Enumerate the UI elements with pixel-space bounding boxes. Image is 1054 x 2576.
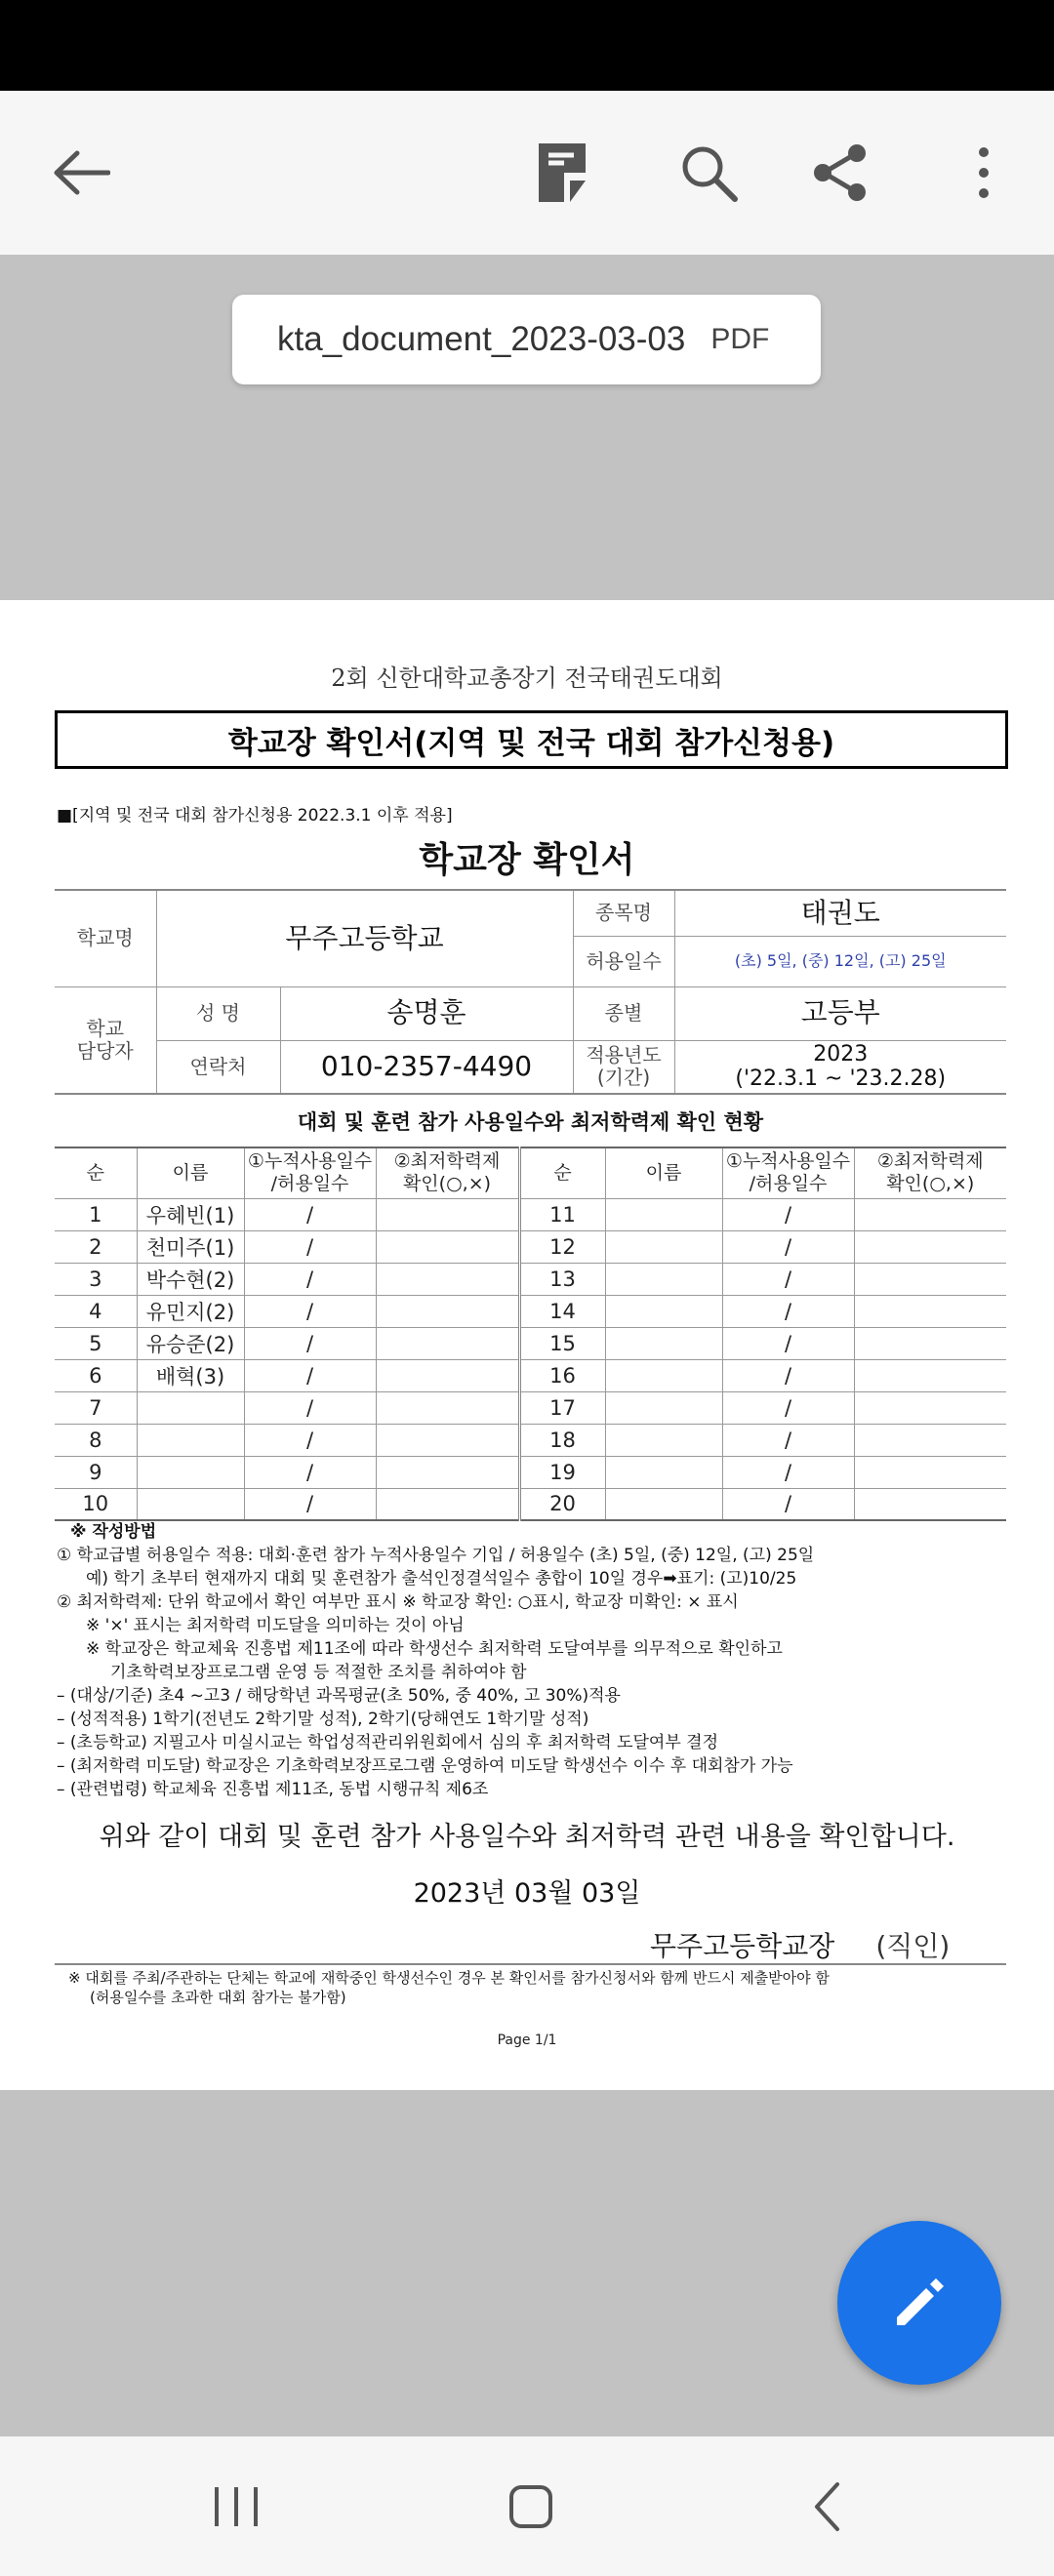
- table-row: [55, 1263, 1006, 1295]
- allowed-days-value: (초) 5일, (중) 12일, (고) 25일: [674, 936, 1006, 986]
- cell-days: /: [244, 1263, 376, 1295]
- instruction-line: – (최저학력 미도달) 학교장은 기초학력보장프로그램 운영하여 미도달 학생선수 이수 후 대회참가 가능: [57, 1756, 793, 1776]
- instruction-line: ① 학교급별 허용일수 적용: 대회·훈련 참가 누적사용일수 기입 / 허용일수 (초) 5일, (중) 12일, (고) 25일: [57, 1546, 815, 1565]
- search-icon[interactable]: [660, 124, 757, 221]
- pencil-edit-icon: [887, 2271, 952, 2335]
- cell-check: [376, 1359, 519, 1391]
- col-days-left: ①누적사용일수 /허용일수: [244, 1147, 376, 1198]
- col-check-right: ②최저학력제 확인(○,×): [854, 1147, 1006, 1198]
- cell-check: [854, 1391, 1006, 1424]
- cell-no: 18: [519, 1424, 605, 1456]
- cell-days: /: [722, 1327, 854, 1359]
- col-no-right: 순: [519, 1147, 605, 1198]
- cell-no: 6: [55, 1359, 137, 1391]
- cell-name: 배혁(3): [137, 1359, 244, 1391]
- participation-table: [55, 1147, 1006, 1521]
- file-type: PDF: [710, 323, 770, 355]
- col-days-right: ①누적사용일수 /허용일수: [722, 1147, 854, 1198]
- cell-name: 유민지(2): [137, 1295, 244, 1327]
- cell-name: [137, 1488, 244, 1520]
- col-check-left: ②최저학력제 확인(○,×): [376, 1147, 519, 1198]
- cell-check: [854, 1488, 1006, 1520]
- instruction-line: 예) 학기 초부터 현재까지 대회 및 훈련참가 출석인정결석일수 총합이 10일 경우➡표기: (고)10/25: [86, 1569, 797, 1589]
- cell-name: 유승준(2): [137, 1327, 244, 1359]
- applicable-year-value: 2023: [813, 1041, 869, 1067]
- file-name: kta_document_2023-03-03: [277, 320, 686, 358]
- instructions: [57, 1520, 1013, 1801]
- manager-name-label: 성 명: [156, 986, 280, 1040]
- cell-check: [854, 1456, 1006, 1488]
- official-seal-mark: (직인): [875, 1930, 951, 1962]
- cell-name: [605, 1391, 722, 1424]
- cell-name: [605, 1230, 722, 1263]
- cell-days: /: [722, 1488, 854, 1520]
- contact-value: 010-2357-4490: [280, 1040, 573, 1094]
- instruction-line: – (성적적용) 1학기(전년도 2학기말 성적), 2학기(당해연도 1학기말 성적): [57, 1710, 589, 1729]
- sport-value: 태권도: [674, 890, 1006, 936]
- event-title: 2회 신한대학교총장기 전국태권도대회: [331, 664, 723, 692]
- footnote-line-1: ※ 대회를 주최/주관하는 단체는 학교에 재학중인 학생선수인 경우 본 확인서를 참가신청서와 함께 반드시 제출받아야 함: [68, 1969, 830, 1987]
- table-row: [55, 1391, 1006, 1424]
- table-row: [55, 1488, 1006, 1520]
- cell-no: 9: [55, 1456, 137, 1488]
- cell-no: 17: [519, 1391, 605, 1424]
- allowed-days-label: 허용일수: [573, 936, 674, 986]
- cell-name: [605, 1198, 722, 1230]
- more-vertical-icon[interactable]: [935, 124, 1033, 221]
- cell-name: [605, 1424, 722, 1456]
- instruction-line: ※ 학교장은 학교체육 진흥법 제11조에 따라 학생선수 최저학력 도달여부를 의무적으로 확인하고: [86, 1639, 783, 1659]
- category-label: 종별: [573, 986, 674, 1040]
- cell-check: [376, 1198, 519, 1230]
- principal-signature: [650, 1925, 950, 1964]
- form-title-box: 학교장 확인서(지역 및 전국 대회 참가신청용): [55, 710, 1008, 769]
- cell-no: 1: [55, 1198, 137, 1230]
- cell-days: /: [244, 1488, 376, 1520]
- cell-name: 박수현(2): [137, 1263, 244, 1295]
- cell-check: [376, 1488, 519, 1520]
- table-row: [55, 1456, 1006, 1488]
- cell-days: /: [722, 1424, 854, 1456]
- cell-no: 3: [55, 1263, 137, 1295]
- cell-no: 10: [55, 1488, 137, 1520]
- instruction-line: – (초등학교) 지필고사 미실시교는 학업성적관리위원회에서 심의 후 최저학력 도달여부 결정: [57, 1733, 719, 1752]
- cell-name: [137, 1391, 244, 1424]
- back-arrow-icon[interactable]: [32, 124, 130, 221]
- nav-back-icon[interactable]: [753, 2436, 900, 2576]
- cell-no: 11: [519, 1198, 605, 1230]
- table-row: [55, 1230, 1006, 1263]
- cell-days: /: [722, 1198, 854, 1230]
- cell-check: [854, 1230, 1006, 1263]
- cell-check: [376, 1263, 519, 1295]
- table-row: [55, 1327, 1006, 1359]
- cell-name: [605, 1359, 722, 1391]
- cell-no: 7: [55, 1391, 137, 1424]
- sport-label: 종목명: [573, 890, 674, 936]
- instruction-line: 기초학력보장프로그램 운영 등 적절한 조치를 취하여야 함: [110, 1663, 527, 1682]
- cell-days: /: [722, 1263, 854, 1295]
- cell-name: [605, 1456, 722, 1488]
- applicable-year-cell: [674, 1040, 1006, 1094]
- cell-check: [854, 1198, 1006, 1230]
- cell-check: [376, 1391, 519, 1424]
- table-header-row: [55, 1147, 1006, 1198]
- applicable-year-period: ('22.3.1 ~ '23.2.28): [735, 1067, 947, 1092]
- cell-check: [376, 1230, 519, 1263]
- table-row: [55, 1359, 1006, 1391]
- footnote-line-2: (허용일수를 초과한 대회 참가는 불가함): [90, 1989, 346, 2006]
- category-value: 고등부: [674, 986, 1006, 1040]
- cell-no: 14: [519, 1295, 605, 1327]
- cell-days: /: [722, 1230, 854, 1263]
- cell-check: [854, 1295, 1006, 1327]
- home-icon[interactable]: [458, 2436, 604, 2576]
- table-row: [55, 1424, 1006, 1456]
- cell-no: 16: [519, 1359, 605, 1391]
- cell-days: /: [244, 1456, 376, 1488]
- cell-no: 8: [55, 1424, 137, 1456]
- cell-days: /: [244, 1230, 376, 1263]
- cell-name: 우혜빈(1): [137, 1198, 244, 1230]
- principal-name: 무주고등학교장: [650, 1930, 835, 1962]
- cell-name: [137, 1456, 244, 1488]
- cell-check: [376, 1424, 519, 1456]
- col-name-left: 이름: [137, 1147, 244, 1198]
- cell-check: [376, 1456, 519, 1488]
- status-bar: [0, 0, 1054, 91]
- document: [0, 600, 1054, 2090]
- instructions-title: ※ 작성방법: [70, 1522, 157, 1542]
- cell-check: [854, 1327, 1006, 1359]
- table-row: [55, 1295, 1006, 1327]
- instruction-line: ② 최저학력제: 단위 학교에서 확인 여부만 표시 ※ 학교장 확인: ○표시, 학교장 미확인: × 표시: [57, 1592, 739, 1612]
- cell-name: 천미주(1): [137, 1230, 244, 1263]
- col-name-right: 이름: [605, 1147, 722, 1198]
- cell-check: [854, 1424, 1006, 1456]
- cell-days: /: [244, 1391, 376, 1424]
- cell-no: 2: [55, 1230, 137, 1263]
- instruction-line: ※ '×' 표시는 최저학력 미도달을 의미하는 것이 아님: [86, 1616, 465, 1635]
- recent-apps-icon[interactable]: [163, 2436, 309, 2576]
- document-title: 학교장 확인서: [419, 840, 635, 880]
- cell-name: [605, 1295, 722, 1327]
- cell-days: /: [722, 1359, 854, 1391]
- cell-no: 20: [519, 1488, 605, 1520]
- cell-check: [376, 1327, 519, 1359]
- confirmation-statement: 위와 같이 대회 및 훈련 참가 사용일수와 최저학력 관련 내용을 확인합니다.: [99, 1822, 955, 1852]
- school-name-label: 학교명: [55, 890, 156, 986]
- cell-name: [605, 1488, 722, 1520]
- file-name-chip: [232, 295, 821, 384]
- col-no-left: 순: [55, 1147, 137, 1198]
- cell-no: 12: [519, 1230, 605, 1263]
- reading-mode-icon[interactable]: [513, 124, 611, 221]
- cell-days: /: [244, 1295, 376, 1327]
- edit-fab-button[interactable]: [837, 2221, 1001, 2385]
- system-navigation-bar: [0, 2436, 1054, 2576]
- section-title: 대회 및 훈련 참가 사용일수와 최저학력제 확인 현황: [297, 1110, 764, 1134]
- form-applicability-note: ■[지역 및 전국 대회 참가신청용 2022.3.1 이후 적용]: [57, 806, 453, 825]
- cell-check: [854, 1263, 1006, 1295]
- cell-days: /: [244, 1424, 376, 1456]
- page-number: Page 1/1: [497, 2033, 557, 2048]
- cell-name: [137, 1424, 244, 1456]
- cell-days: /: [244, 1327, 376, 1359]
- cell-no: 19: [519, 1456, 605, 1488]
- cell-check: [376, 1295, 519, 1327]
- instruction-line: – (대상/기준) 초4 ~고3 / 해당학년 과목평균(초 50%, 중 40%, 고 30%)적용: [57, 1686, 621, 1706]
- cell-no: 13: [519, 1263, 605, 1295]
- confirmation-date: 2023년 03월 03일: [413, 1878, 641, 1909]
- footnote: [68, 1968, 1005, 2007]
- school-name-value: 무주고등학교: [156, 890, 573, 986]
- share-icon[interactable]: [791, 124, 889, 221]
- cell-no: 5: [55, 1327, 137, 1359]
- divider: [55, 1963, 1006, 1965]
- cell-name: [605, 1263, 722, 1295]
- cell-days: /: [722, 1295, 854, 1327]
- pdf-page[interactable]: [0, 600, 1054, 2090]
- cell-days: /: [722, 1391, 854, 1424]
- cell-days: /: [722, 1456, 854, 1488]
- cell-name: [605, 1327, 722, 1359]
- cell-check: [854, 1359, 1006, 1391]
- cell-days: /: [244, 1359, 376, 1391]
- cell-days: /: [244, 1198, 376, 1230]
- app-toolbar: [0, 91, 1054, 255]
- contact-label: 연락처: [156, 1040, 280, 1094]
- applicable-year-label: 적용년도 (기간): [573, 1040, 674, 1094]
- cell-no: 4: [55, 1295, 137, 1327]
- instruction-line: – (관련법령) 학교체육 진흥법 제11조, 동법 시행규칙 제6조: [57, 1780, 489, 1799]
- cell-no: 15: [519, 1327, 605, 1359]
- school-manager-label: 학교 담당자: [55, 986, 156, 1094]
- school-info-table: [55, 889, 1006, 1095]
- manager-name-value: 송명훈: [280, 986, 573, 1040]
- table-row: [55, 1198, 1006, 1230]
